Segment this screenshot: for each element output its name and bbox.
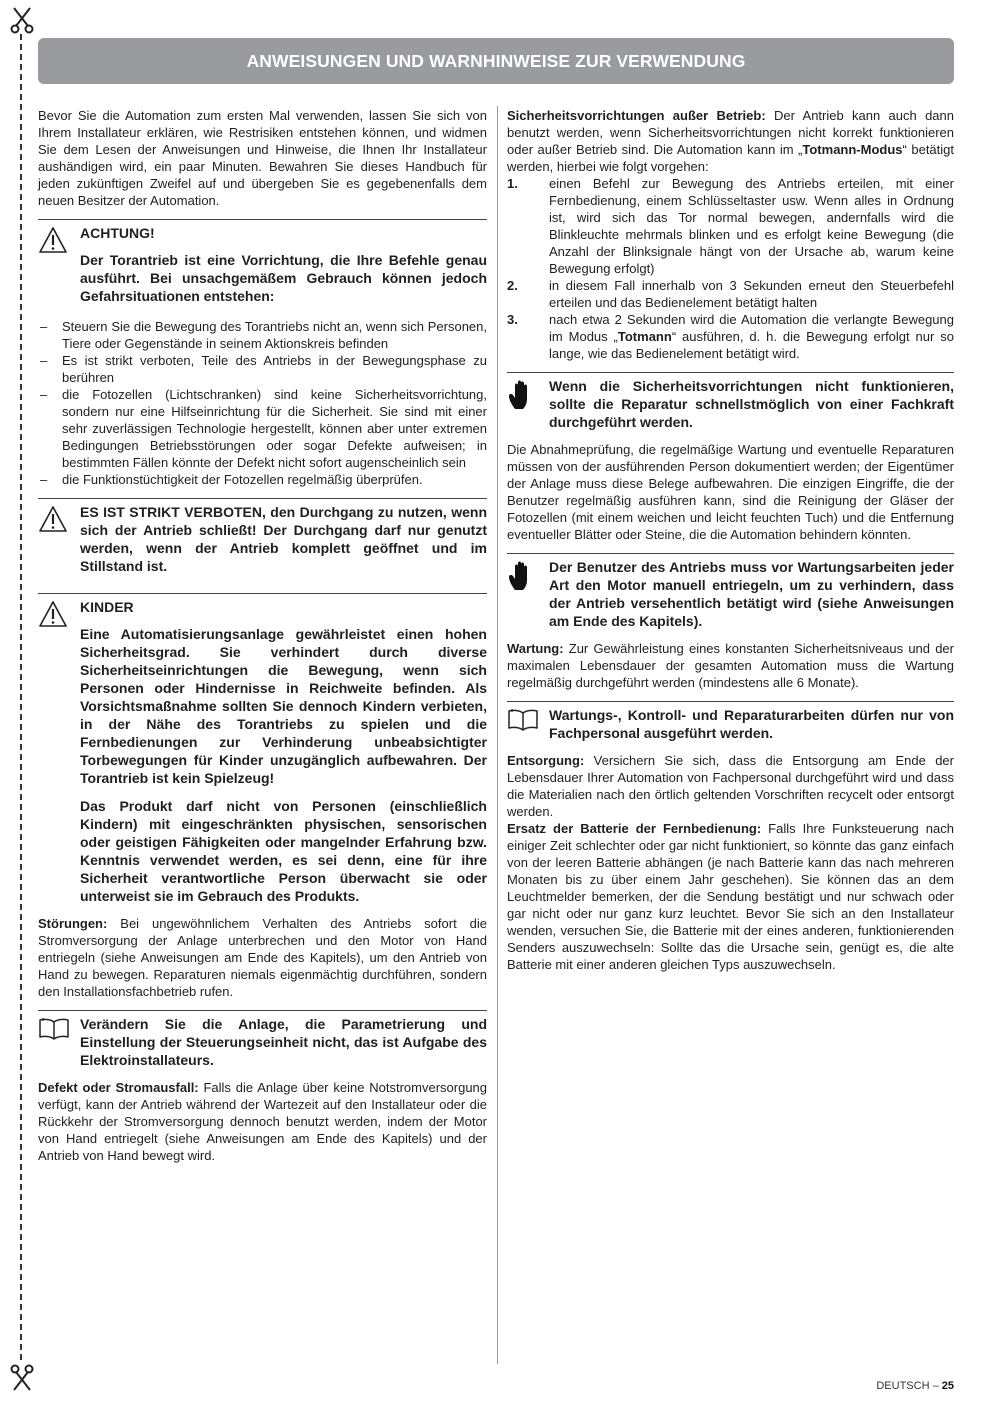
hand-notice-text: Wenn die Sicherheitsvorrichtungen nicht funktionieren, sollte die Reparatur schnellstmöglich von einer Fachkraft durchgeführt werden. <box>549 378 954 430</box>
manual-notice <box>38 1010 487 1069</box>
manual-text: Verändern Sie die Anlage, die Parametrierung und Einstellung der Steuerungseinheit nicht, das ist Aufgabe des Elektroinstallateurs. <box>80 1016 487 1068</box>
manual-notice <box>507 701 954 742</box>
paragraph-wartung: Wartung: Zur Gewährleistung eines konstanten Sicherheitsniveaus und der maximalen Lebensdauer der gesamten Automation muss die Wartung regelmäßig durchgeführt werden (mindestens alle 6 Monate). <box>507 641 954 690</box>
hand-notice <box>507 553 954 630</box>
intro-paragraph: Bevor Sie die Automation zum ersten Mal verwenden, lassen Sie sich von Ihrem Installateur erklären, wie Restrisiken entstehen können, und widmen Sie dem Lesen der Anweisungen und Hinweise, die Ihnen Ihr Installateur aushändigen wird, ein paar Minuten. Bewahren Sie dieses Handbuch für jeden zukünftigen Zweifel auf und übergeben Sie es gegebenenfalls dem neuen Besitzer der Automation. <box>38 108 487 208</box>
page-footer <box>800 1380 954 1392</box>
right-column <box>507 107 954 973</box>
list-item: 1. einen Befehl zur Bewegung des Antriebs erteilen, mit einer Fernbedienung, einem Schlüsseltaster usw. Wenn alles in Ordnung ist, wird sich das Tor normal bewegen, andernfalls wird die Blinkleuchte mehrmals blinken und es erfolgt keine Bewegung (die Anzahl der Blinksignale hängt von der Ursache ab, warum keine Bewegung erfolgt) <box>507 176 954 276</box>
hand-notice-text: Der Benutzer des Antriebs muss vor Wartungsarbeiten jeder Art den Motor manuell entriegeln, um zu verhindern, dass der Antrieb versehentlich betätigt wird (siehe Anweisungen am Ende des Kapitels). <box>549 559 954 629</box>
paragraph-stoerungen: Störungen: Bei ungewöhnlichem Verhalten des Antriebs sofort die Stromversorgung der Anlage unterbrechen und den Motor von Hand entriegeln (siehe Anweisungen am Ende des Kapitels), um den Antrieb von Hand zu bewegen. Reparaturen niemals eigenmächtig durchführen, sondern den Installationsfachbetrieb rufen. <box>38 916 487 999</box>
left-column <box>38 107 487 1164</box>
paragraph-batterie: Ersatz der Batterie der Fernbedienung: Falls Ihre Funksteuerung nach einiger Zeit schlechter oder gar nicht funktioniert, so könnte das ganz einfach von der leeren Batterie abhängen (je nach Batterie kann das nach mehreren Monaten bis zu über einem Jahr geschehen). Sie können das an dem Leuchtmelder bemerken, der die Sendung bestätigt und nur schwach oder gar nicht oder nur ganz kurz leuchtet. Bevor Sie sich an den Installateur wenden, versuchen Sie, die Batterie mit der eines anderen, funktionierenden Senders auszuwechseln: Sollte das die Ursache sein, genügt es, die alte Batterie mit einer anderen gleichen Typs auszuwechseln. <box>507 821 954 972</box>
warning-bullet-list <box>38 318 487 488</box>
stop-hand-icon <box>507 379 537 411</box>
paragraph-defekt: Defekt oder Stromausfall: Falls die Anlage über keine Notstromversorgung verfügt, kann der Antrieb während der Wartezeit auf den Installateur oder die Rückkehr der Stromversorgung dennoch benutzt werden, indem der Motor von Hand entriegelt (siehe Anweisungen am Ende des Kapitels) und der Antrieb von Hand bewegt wird. <box>38 1080 488 1163</box>
warning-title: KINDER <box>80 599 134 615</box>
footer-language: DEUTSCH – <box>876 1380 942 1392</box>
warning-triangle-icon <box>38 505 68 533</box>
warning-triangle-icon <box>38 226 68 254</box>
warning-title: ACHTUNG! <box>80 225 155 241</box>
list-item: – Es ist strikt verboten, Teile des Antriebs in der Bewegungsphase zu berühren <box>40 353 487 385</box>
list-item: 3. nach etwa 2 Sekunden wird die Automation die verlangte Bewegung im Modus „Totmann“ ausführen, d. h. die Bewegung erfolgt nur so lange, wie das Bedienelement betätigt wird. <box>507 312 954 361</box>
scissors-icon <box>8 1364 36 1392</box>
list-item: – die Fotozellen (Lichtschranken) sind keine Sicherheitsvorrichtung, sondern nur eine Hilfseinrichtung für die Sicherheit. Sie sind mit einer sehr zuverlässigen Technologie hergestellt, können aber unter extremen Bedingungen Betriebsstörungen oder sogar Defekte aufweisen; in bestimmten Fällen könnte der Defekt nicht sofort augenscheinlich sein <box>40 387 487 470</box>
scissors-icon <box>8 6 36 34</box>
list-item: – Steuern Sie die Bewegung des Torantriebs nicht an, wenn sich Personen, Tiere oder Gegenstände in seinem Aktionskreis befinden <box>40 319 487 351</box>
warning-notice <box>38 498 487 575</box>
steps-list <box>507 175 954 362</box>
warning-triangle-icon <box>38 600 68 628</box>
warning-text: Der Torantrieb ist eine Vorrichtung, die Ihre Befehle genau ausführt. Bei unsachgemäßem Gebrauch können jedoch Gefahrsituationen entstehen: <box>80 252 487 304</box>
stop-hand-icon <box>507 560 537 592</box>
paragraph-abnahme: Die Abnahmeprüfung, die regelmäßige Wartung und eventuelle Reparaturen müssen von der ausführenden Person dokumentiert werden; der Eigentümer der Anlage muss diese Belege aufbewahren. Die einzigen Eingriffe, die der Benutzer regelmäßig ausführen kann, sind die Reinigung der Gläser der Fotozellen (mit einem weichen und leicht feuchten Tuch) und die Entfernung eventueller Blätter oder Steine, die die Automation behindern könnten. <box>507 442 954 542</box>
warning-text: ES IST STRIKT VERBOTEN, den Durchgang zu nutzen, wenn sich der Antrieb schließt! Der Durchgang darf nur genutzt werden, wenn der Antrieb komplett geöffnet und im Stillstand ist. <box>80 504 487 574</box>
warning-notice-children <box>38 593 487 905</box>
hand-notice <box>507 372 954 431</box>
warning-text: Eine Automatisierungsanlage gewährleistet einen hohen Sicherheitsgrad. Sie verhindert durch diverse Sicherheitseinrichtungen die Bewegung, wenn sich Personen oder Hindernisse in Reichweite befinden. Als Vorsichtsmaßnahme sollten Sie dennoch Kindern verbieten, in der Nähe des Torantriebs zu spielen und die Fernbedienungen zur Verhinderung unbeabsichtigter Torbewegungen für Kinder unzugänglich aufbewahren. Der Torantrieb ist kein Spielzeug! <box>80 626 487 786</box>
warning-text: Das Produkt darf nicht von Personen (einschließlich Kindern) mit eingeschränkten physischen, sensorischen oder geistigen Fähigkeiten oder mangelnder Erfahrung bzw. Kenntnis verwendet werden, es sei denn, eine für ihre Sicherheit verantwortliche Person überwacht sie oder unterweist sie im Gebrauch des Produkts. <box>80 798 487 904</box>
manual-book-icon <box>507 708 539 732</box>
warning-notice <box>38 219 487 305</box>
page-number: 25 <box>941 1380 954 1392</box>
cut-line <box>20 34 22 1360</box>
manual-text: Wartungs-, Kontroll- und Reparaturarbeiten dürfen nur von Fachpersonal ausgeführt werden. <box>549 707 954 741</box>
paragraph-entsorgung: Entsorgung: Versichern Sie sich, dass die Entsorgung am Ende der Lebensdauer Ihrer Automation von Fachpersonal durchgeführt wird und dass die Materialien nach den örtlich geltenden Vorschriften recycelt oder entsorgt werden. <box>507 753 954 819</box>
section-title: ANWEISUNGEN UND WARNHINWEISE ZUR VERWENDUNG <box>246 50 746 71</box>
list-item: 2. in diesem Fall innerhalb von 3 Sekunden erneut den Steuerbefehl erteilen und das Bedienelement betätigt halten <box>507 278 954 310</box>
manual-book-icon <box>38 1017 70 1041</box>
column-divider <box>497 106 498 1364</box>
list-item: – die Funktionstüchtigkeit der Fotozellen regelmäßig überprüfen. <box>40 472 423 487</box>
section-header <box>38 38 954 84</box>
paragraph-sicherheit: Sicherheitsvorrichtungen außer Betrieb: Der Antrieb kann auch dann benutzt werden, wenn Sicherheitsvorrichtungen nicht korrekt funktionieren oder außer Betrieb sind. Die Automation kann im „Totmann-Modus“ betätigt werden, hierbei wie folgt vorgehen: <box>507 108 954 174</box>
